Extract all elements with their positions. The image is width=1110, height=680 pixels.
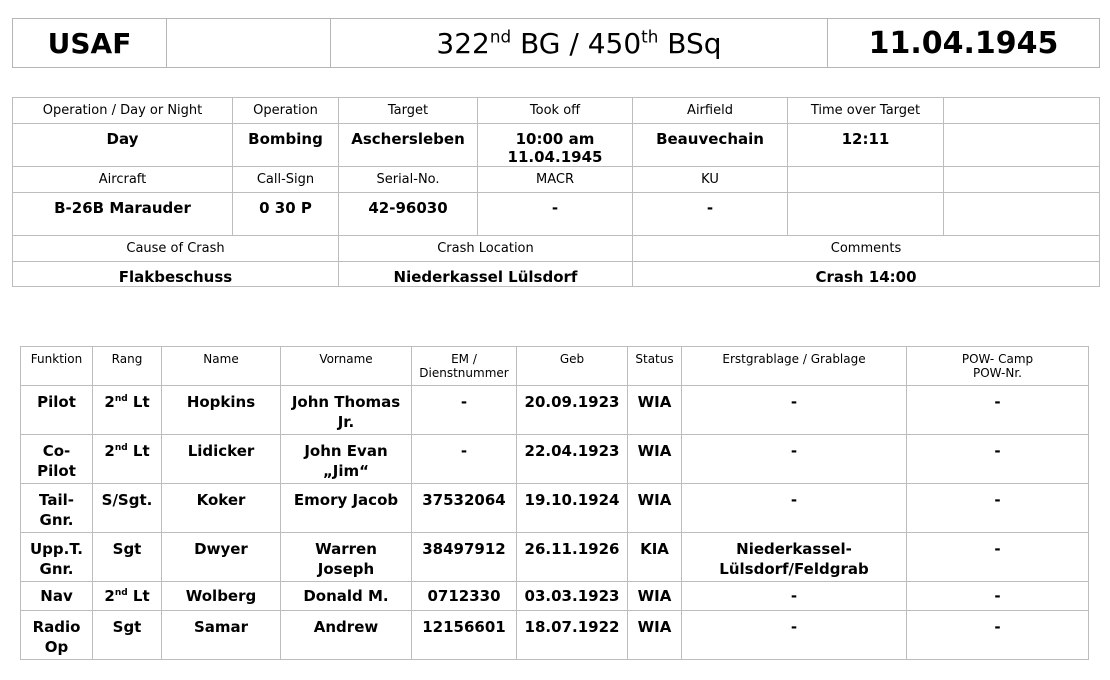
crew-em: 37532064 — [412, 484, 517, 533]
op-day-night-label: Operation / Day or Night — [13, 98, 233, 124]
crew-funktion: Co- Pilot — [21, 435, 93, 484]
took-off-label: Took off — [478, 98, 633, 124]
crew-name: Lidicker — [162, 435, 281, 484]
crew-status: WIA — [628, 386, 682, 435]
crew-status: WIA — [628, 435, 682, 484]
col-header-pow: POW- Camp POW-Nr. — [907, 347, 1089, 386]
crew-funktion: Pilot — [21, 386, 93, 435]
crew-vorname: John Thomas Jr. — [281, 386, 412, 435]
ku-label: KU — [633, 167, 788, 193]
comments-label: Comments — [633, 236, 1100, 262]
crew-grab: Niederkassel- Lülsdorf/Feldgrab — [682, 533, 907, 582]
serial-no-value: 42-96030 — [339, 193, 478, 236]
crew-status: WIA — [628, 611, 682, 660]
macr-label: MACR — [478, 167, 633, 193]
crew-funktion: Upp.T. Gnr. — [21, 533, 93, 582]
comments-value: Crash 14:00 — [633, 262, 1100, 287]
unit-label: 322nd BG / 450th BSq — [331, 19, 828, 68]
crew-grab: - — [682, 484, 907, 533]
col-header-geb: Geb — [517, 347, 628, 386]
target-value: Aschersleben — [339, 124, 478, 167]
op-day-night-value: Day — [13, 124, 233, 167]
crew-geb: 26.11.1926 — [517, 533, 628, 582]
table-row — [21, 484, 1089, 533]
mission-date: 11.04.1945 — [828, 19, 1100, 68]
crew-vorname: Andrew — [281, 611, 412, 660]
crew-grab: - — [682, 611, 907, 660]
table-row — [21, 582, 1089, 611]
crew-grab: - — [682, 386, 907, 435]
crew-vorname: John Evan „Jim“ — [281, 435, 412, 484]
airfield-value: Beauvechain — [633, 124, 788, 167]
crew-em: - — [412, 386, 517, 435]
crew-status: WIA — [628, 582, 682, 611]
col-header-vorname: Vorname — [281, 347, 412, 386]
col-header-em: EM / Dienstnummer — [412, 347, 517, 386]
crew-pow: - — [907, 582, 1089, 611]
empty-value-cell — [788, 193, 944, 236]
table-row — [21, 611, 1089, 660]
crew-rang: 2nd Lt — [93, 386, 162, 435]
col-header-rang: Rang — [93, 347, 162, 386]
crew-geb: 19.10.1924 — [517, 484, 628, 533]
crew-funktion: Radio Op — [21, 611, 93, 660]
cause-value: Flakbeschuss — [13, 262, 339, 287]
table-row — [21, 533, 1089, 582]
crew-pow: - — [907, 611, 1089, 660]
crew-rang: Sgt — [93, 611, 162, 660]
col-header-name: Name — [162, 347, 281, 386]
empty-value-cell — [944, 193, 1100, 236]
airfield-label: Airfield — [633, 98, 788, 124]
crew-em: 0712330 — [412, 582, 517, 611]
crew-table — [20, 346, 1089, 660]
ku-value: - — [633, 193, 788, 236]
crew-name: Dwyer — [162, 533, 281, 582]
location-label: Crash Location — [339, 236, 633, 262]
col-header-grab: Erstgrablage / Grablage — [682, 347, 907, 386]
empty-label-cell — [944, 98, 1100, 124]
crew-pow: - — [907, 533, 1089, 582]
crew-rang: 2nd Lt — [93, 582, 162, 611]
empty-label-cell — [944, 167, 1100, 193]
table-row — [21, 435, 1089, 484]
time-over-target-value: 12:11 — [788, 124, 944, 167]
call-sign-label: Call-Sign — [233, 167, 339, 193]
crew-status: WIA — [628, 484, 682, 533]
empty-label-cell — [788, 167, 944, 193]
crew-rang: S/Sgt. — [93, 484, 162, 533]
crew-grab: - — [682, 435, 907, 484]
crew-pow: - — [907, 484, 1089, 533]
table-row — [21, 386, 1089, 435]
crew-name: Wolberg — [162, 582, 281, 611]
crew-name: Koker — [162, 484, 281, 533]
operation-value: Bombing — [233, 124, 339, 167]
crew-name: Hopkins — [162, 386, 281, 435]
operation-label: Operation — [233, 98, 339, 124]
crew-name: Samar — [162, 611, 281, 660]
macr-value: - — [478, 193, 633, 236]
crew-rang: 2nd Lt — [93, 435, 162, 484]
crew-funktion: Tail- Gnr. — [21, 484, 93, 533]
time-over-target-label: Time over Target — [788, 98, 944, 124]
crew-grab: - — [682, 582, 907, 611]
empty-value-cell — [944, 124, 1100, 167]
location-value: Niederkassel Lülsdorf — [339, 262, 633, 287]
crew-em: 12156601 — [412, 611, 517, 660]
crew-em: 38497912 — [412, 533, 517, 582]
aircraft-label: Aircraft — [13, 167, 233, 193]
col-header-funktion: Funktion — [21, 347, 93, 386]
crew-pow: - — [907, 435, 1089, 484]
took-off-value: 10:00 am 11.04.1945 — [478, 124, 633, 167]
aircraft-value: B-26B Marauder — [13, 193, 233, 236]
crew-funktion: Nav — [21, 582, 93, 611]
crew-status: KIA — [628, 533, 682, 582]
crew-rang: Sgt — [93, 533, 162, 582]
crew-geb: 18.07.1922 — [517, 611, 628, 660]
col-header-status: Status — [628, 347, 682, 386]
serial-no-label: Serial-No. — [339, 167, 478, 193]
crew-em: - — [412, 435, 517, 484]
crew-vorname: Donald M. — [281, 582, 412, 611]
crew-pow: - — [907, 386, 1089, 435]
crew-geb: 03.03.1923 — [517, 582, 628, 611]
crew-geb: 22.04.1923 — [517, 435, 628, 484]
cause-label: Cause of Crash — [13, 236, 339, 262]
call-sign-value: 0 30 P — [233, 193, 339, 236]
target-label: Target — [339, 98, 478, 124]
header-table — [12, 18, 1100, 68]
crew-vorname: Emory Jacob — [281, 484, 412, 533]
org-label: USAF — [13, 19, 167, 68]
mission-table — [12, 97, 1100, 287]
crew-geb: 20.09.1923 — [517, 386, 628, 435]
header-empty-cell — [167, 19, 331, 68]
crew-vorname: Warren Joseph — [281, 533, 412, 582]
